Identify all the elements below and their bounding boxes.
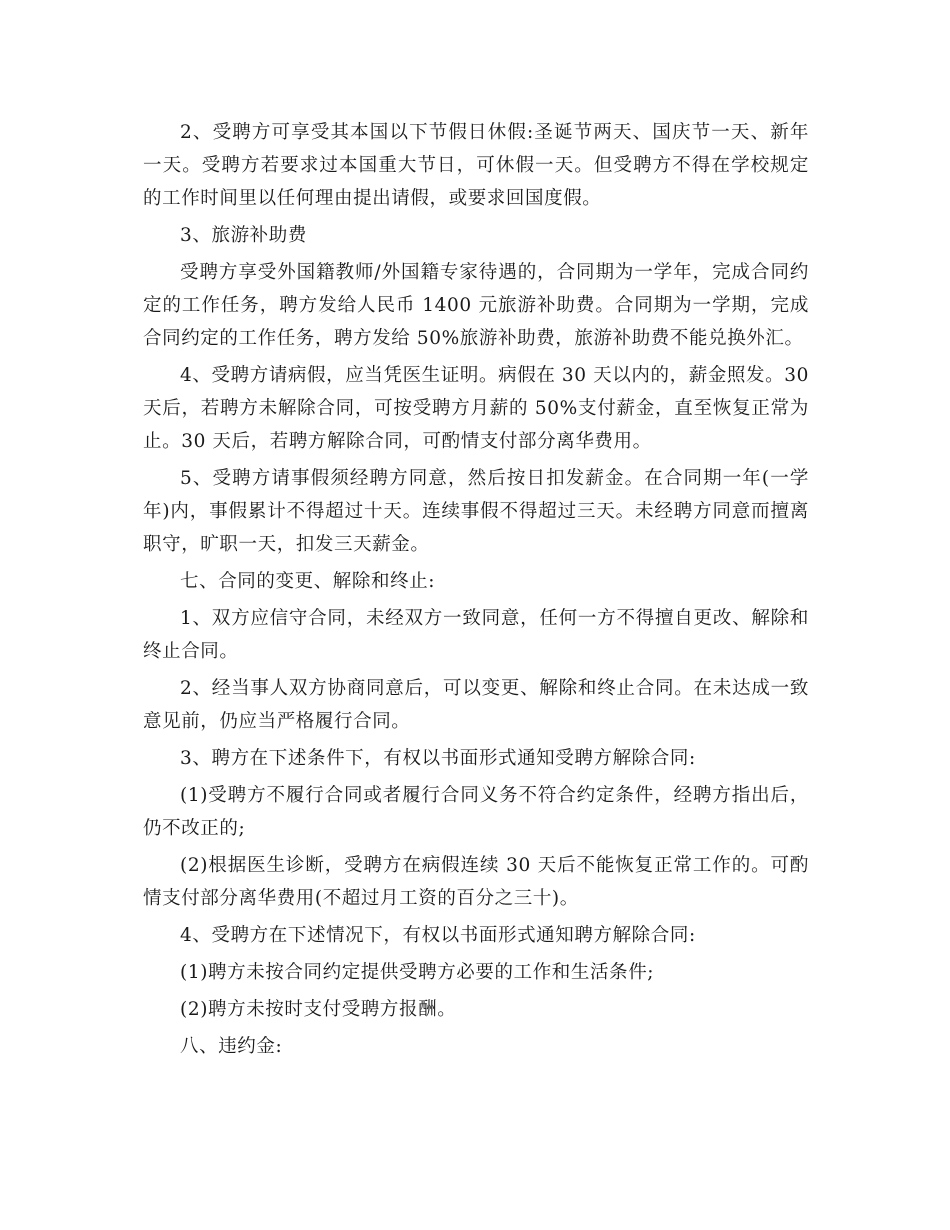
paragraph-clause-3-item-1: (1)受聘方不履行合同或者履行合同义务不符合约定条件，经聘方指出后，仍不改正的; [143,785,809,839]
paragraph-travel-allowance: 受聘方享受外国籍教师/外国籍专家待遇的，合同期为一学年，完成合同约定的工作任务，聘方发给人民币 1400 元旅游补助费。合同期为一学期，完成合同约定的工作任务，聘方发给 50%旅游补助费，旅游补助费不能兑换外汇。 [143,262,809,349]
paragraph-holiday-leave: 2、受聘方可享受其本国以下节假日休假:圣诞节两天、国庆节一天、新年一天。受聘方若要求过本国重大节日，可休假一天。但受聘方不得在学校规定的工作时间里以任何理由提出请假，或要求回国度假。 [143,122,809,209]
section-heading-contract-change: 七、合同的变更、解除和终止: [180,571,436,592]
paragraph-clause-1: 1、双方应信守合同，未经双方一致同意，任何一方不得擅自更改、解除和终止合同。 [143,608,809,662]
paragraph-clause-3: 3、聘方在下述条件下，有权以书面形式通知受聘方解除合同: [180,748,696,769]
paragraph-clause-2: 2、经当事人双方协商同意后，可以变更、解除和终止合同。在未达成一致意见前，仍应当严格履行合同。 [143,678,809,732]
section-heading-penalty: 八、违约金: [180,1036,283,1057]
paragraph-sick-leave: 4、受聘方请病假，应当凭医生证明。病假在 30 天以内的，薪金照发。30 天后，若聘方未解除合同，可按受聘方月薪的 50%支付薪金，直至恢复正常为止。30 天后，若聘方解除合同，可酌情支付部分离华费用。 [143,365,809,452]
paragraph-personal-leave: 5、受聘方请事假须经聘方同意，然后按日扣发薪金。在合同期一年(一学年)内，事假累计不得超过十天。连续事假不得超过三天。未经聘方同意而擅离职守，旷职一天，扣发三天薪金。 [143,468,809,555]
document-body [143,116,809,1067]
paragraph-clause-3-item-2: (2)根据医生诊断，受聘方在病假连续 30 天后不能恢复正常工作的。可酌情支付部分离华费用(不超过月工资的百分之三十)。 [143,855,809,909]
paragraph-clause-4: 4、受聘方在下述情况下，有权以书面形式通知聘方解除合同: [180,925,696,946]
paragraph-clause-4-item-1: (1)聘方未按合同约定提供受聘方必要的工作和生活条件; [180,962,655,983]
paragraph-travel-allowance-heading: 3、旅游补助费 [180,225,307,246]
paragraph-clause-4-item-2: (2)聘方未按时支付受聘方报酬。 [180,999,457,1020]
